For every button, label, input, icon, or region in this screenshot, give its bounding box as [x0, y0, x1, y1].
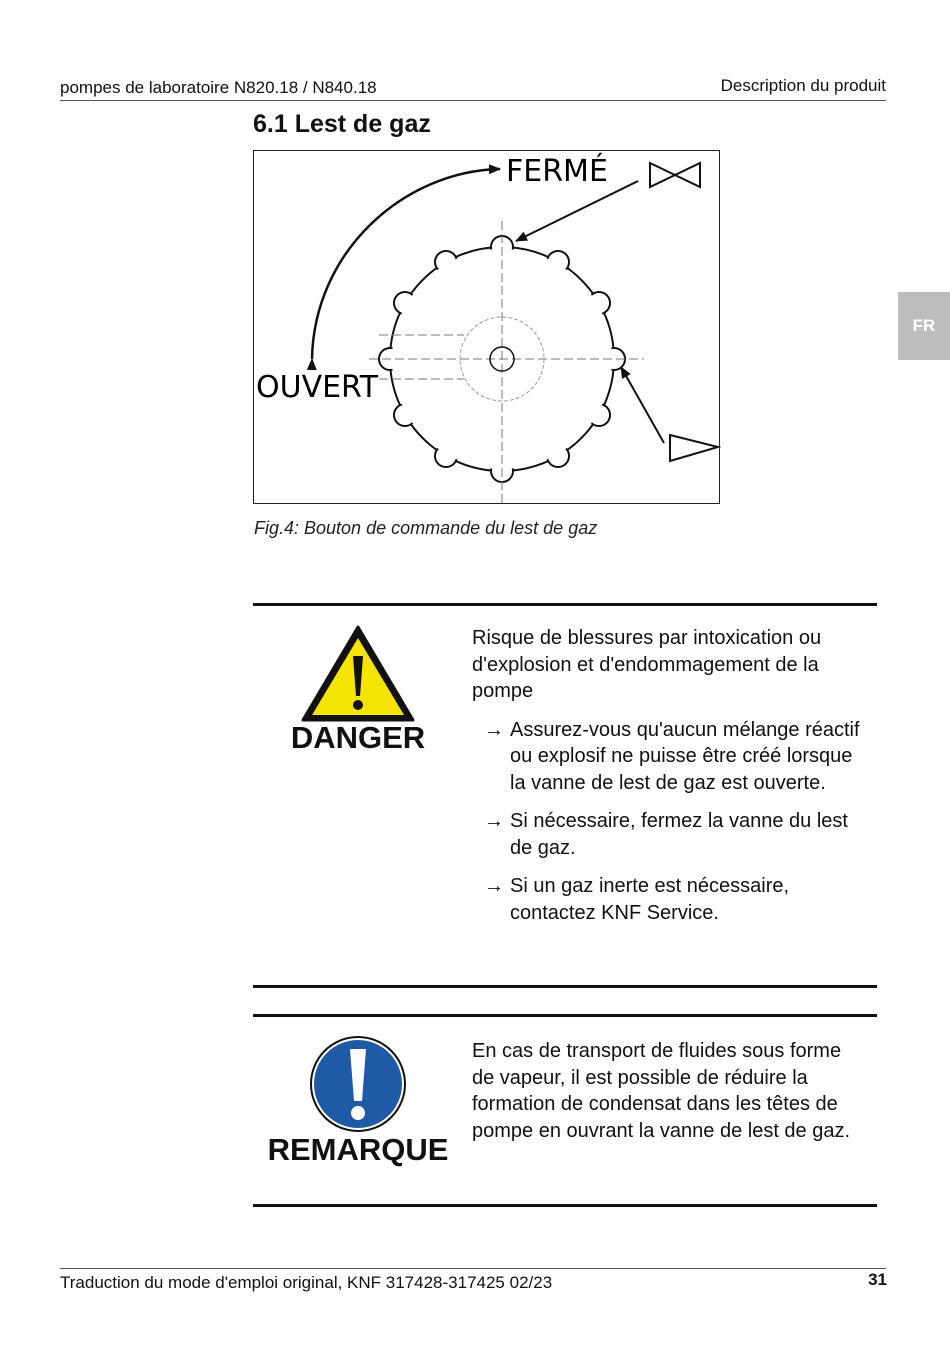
header-chapter-title: Description du produit	[720, 76, 886, 95]
exclamation-circle-icon	[309, 1035, 407, 1133]
valve-closed-icon	[650, 163, 700, 187]
footer-divider	[60, 1268, 886, 1269]
gas-ballast-figure	[253, 150, 720, 504]
arrow-icon: →	[484, 875, 504, 897]
figure-caption: Fig.4: Bouton de commande du lest de gaz	[254, 518, 598, 538]
danger-content	[472, 625, 862, 926]
closed-label: FERMÉ	[506, 154, 608, 189]
danger-intro: Risque de blessures par intoxication ou d'explosion et d'endommagement de la pompe	[472, 627, 822, 702]
header-divider	[60, 100, 886, 101]
open-pointer-arrow	[621, 367, 664, 443]
danger-bottom-rule	[253, 985, 877, 988]
arrow-icon: →	[484, 810, 504, 832]
danger-instruction: Assurez-vous qu'aucun mélange réactif ou explosif ne puisse être créé lorsque la vanne de lest de gaz est ouverte.	[510, 718, 860, 794]
valve-open-icon	[670, 435, 718, 461]
danger-instruction-list	[472, 717, 862, 927]
danger-instruction: Si un gaz inerte est nécessaire, contactez KNF Service.	[510, 875, 790, 924]
section-title: 6.1 Lest de gaz	[253, 110, 431, 138]
danger-label: DANGER	[290, 720, 426, 755]
notice-text: En cas de transport de fluides sous forme de vapeur, il est possible de réduire la formation de condensat dans les têtes de pompe en ouvrant la vanne de lest de gaz.	[472, 1040, 851, 1142]
list-item	[484, 808, 862, 861]
closed-pointer-arrow	[516, 181, 638, 241]
danger-top-rule	[253, 603, 877, 606]
danger-instruction: Si nécessaire, fermez la vanne du lest de gaz.	[510, 810, 848, 859]
page-number: 31	[868, 1270, 887, 1289]
arrow-icon: →	[484, 718, 504, 741]
notice-bottom-rule	[253, 1204, 877, 1207]
warning-triangle-icon	[300, 624, 416, 724]
notice-top-rule	[253, 1014, 877, 1017]
gas-ballast-knob-diagram	[254, 151, 721, 505]
language-tab: FR	[898, 292, 950, 360]
list-item	[484, 873, 862, 926]
header-document-title: pompes de laboratoire N820.18 / N840.18	[60, 78, 377, 97]
notice-label: REMARQUE	[267, 1132, 449, 1167]
footer-document-reference: Traduction du mode d'emploi original, KNF 317428-317425 02/23	[60, 1273, 553, 1292]
open-label: OUVERT	[256, 370, 379, 405]
list-item	[484, 717, 862, 797]
